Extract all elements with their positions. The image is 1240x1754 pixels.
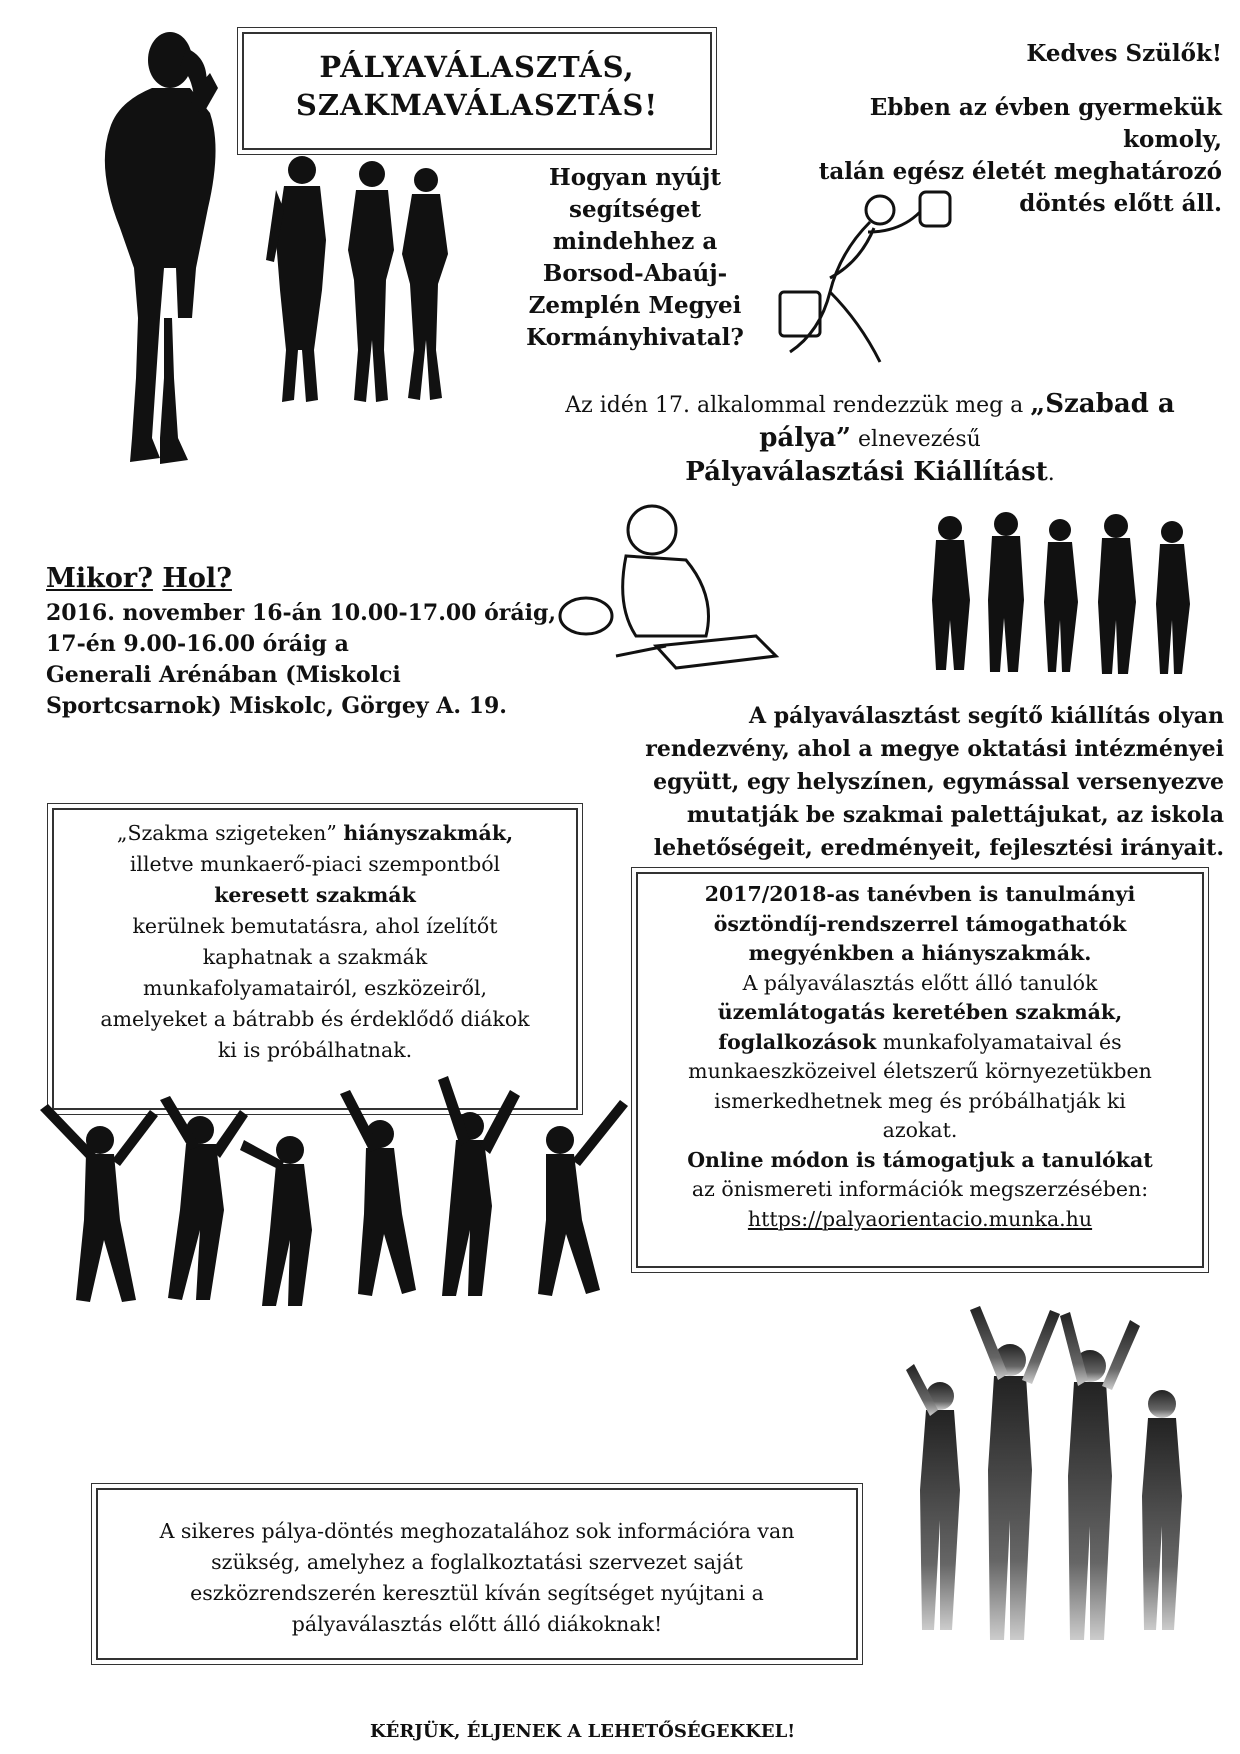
- scholarship-line-11: az önismereti információk megszerzésében:: [691, 1177, 1149, 1201]
- islands-line-7: amelyeket a bátrabb és érdeklődő diákok: [100, 1007, 530, 1031]
- question-line-6: Kormányhivatal?: [526, 324, 744, 351]
- description-line-4: mutatják be szakmai palettájukat, az iskola: [686, 802, 1224, 828]
- scholarship-line-10: Online módon is támogatjuk a tanulókat: [687, 1147, 1153, 1172]
- scholarship-line-7: munkaeszközeivel életszerű környezetükben: [688, 1059, 1152, 1083]
- scholarship-line-2: ösztöndíj-rendszerrel támogathatók: [713, 911, 1127, 936]
- event-period: .: [1047, 461, 1055, 486]
- info-box: [96, 1488, 858, 1660]
- scholarship-line-4: A pályaválasztás előtt álló tanulók: [742, 970, 1098, 995]
- heading-when: Mikor?: [46, 563, 153, 594]
- islands-line-2: illetve munkaerő-piaci szempontból: [129, 852, 501, 876]
- craftsman-illustration-image: [556, 496, 786, 676]
- when-where-block: [46, 560, 586, 722]
- greeting-salutation: Kedves Szülők!: [1026, 40, 1222, 67]
- title-line-2: SZAKMAVÁLASZTÁS!: [295, 88, 659, 122]
- scholarship-line-1: 2017/2018-as tanévben is tanulmányi: [704, 882, 1136, 906]
- islands-line-3: keresett szakmák: [214, 883, 416, 907]
- closing-line: KÉRJÜK, ÉLJENEK A LEHETŐSÉGEKKEL!: [370, 1721, 796, 1742]
- event-intro: Az idén 17. alkalommal rendezzük meg a: [565, 393, 1024, 418]
- scholarship-line-3: megyénkben a hiányszakmák.: [748, 941, 1092, 965]
- description-line-1: A pályaválasztást segítő kiállítás olyan: [749, 703, 1224, 729]
- youth-group-silhouette-image: [920, 510, 1210, 680]
- scholarship-link[interactable]: https://palyaorientacio.munka.hu: [747, 1206, 1093, 1231]
- event-exhibition: Pályaválasztási Kiállítást: [685, 457, 1048, 487]
- islands-line-8: ki is próbálhatnak.: [217, 1038, 413, 1062]
- scholarship-line-6a: foglalkozások: [718, 1029, 877, 1054]
- greeting-line-3: talán egész életét meghatározó: [818, 158, 1222, 185]
- scholarship-line-5: üzemlátogatás keretében szakmák,: [717, 1000, 1123, 1024]
- islands-line-6: munkafolyamatairól, eszközeiről,: [142, 976, 488, 1000]
- islands-line-1a: „Szakma szigeteken”: [116, 821, 337, 845]
- question-line-1: Hogyan nyújt: [549, 164, 721, 191]
- event-named: elnevezésű: [858, 427, 981, 452]
- when-line-2: 17-én 9.00-16.00 óráig a: [46, 631, 349, 657]
- question-line-2: segítséget: [569, 196, 701, 223]
- greeting-line-2: komoly,: [1123, 126, 1222, 153]
- question-line-5: Zemplén Megyei: [528, 292, 742, 319]
- event-name-part-2: pálya”: [759, 423, 852, 453]
- islands-box: [52, 808, 578, 1110]
- description-line-2: rendezvény, ahol a megye oktatási intézményei: [645, 736, 1224, 762]
- when-line-1: 2016. november 16-án 10.00-17.00 óráig,: [46, 600, 557, 626]
- title-line-1: PÁLYAVÁLASZTÁS,: [319, 50, 635, 84]
- event-name-part-1: „Szabad a: [1030, 389, 1175, 419]
- scholarship-line-9: azokat.: [882, 1118, 958, 1142]
- description-line-5: lehetőségeit, eredményeit, fejlesztési irányait.: [653, 835, 1224, 861]
- exhibition-description: [604, 700, 1224, 865]
- scholarship-line-6b: munkafolyamataival és: [882, 1029, 1122, 1054]
- islands-line-5: kaphatnak a szakmák: [202, 945, 428, 969]
- where-line-1: Generali Arénában (Miskolci: [46, 662, 401, 688]
- event-announcement: [530, 388, 1210, 490]
- heading-where: Hol?: [162, 563, 232, 594]
- scholarship-line-8: ismerkedhetnek meg és próbálhatják ki: [714, 1088, 1126, 1113]
- scholarship-box: [636, 872, 1204, 1268]
- businessman-silhouette-image: [60, 18, 240, 488]
- info-line-2: szükség, amelyhez a foglalkoztatási szervezet saját: [211, 1550, 743, 1574]
- greeting-line-1: Ebben az évben gyermekük: [869, 94, 1222, 121]
- islands-line-4: kerülnek bemutatásra, ahol ízelítőt: [132, 914, 498, 938]
- info-line-3: eszközrendszerén keresztül kíván segítséget nyújtani a: [190, 1581, 764, 1605]
- question-line-4: Borsod-Abaúj-: [542, 260, 728, 287]
- info-line-4: pályaválasztás előtt álló diákoknak!: [291, 1612, 663, 1636]
- cheering-group-silhouette-image: [900, 1300, 1200, 1660]
- title-box: [242, 32, 712, 150]
- question-block: [505, 162, 765, 354]
- islands-line-1b: hiányszakmák,: [343, 821, 514, 845]
- business-people-silhouette-image: [262, 150, 462, 410]
- question-line-3: mindehhez a: [552, 228, 718, 255]
- greeting-line-4: döntés előtt áll.: [1019, 190, 1222, 217]
- info-line-1: A sikeres pálya-döntés meghozatalához sok információra van: [159, 1519, 795, 1543]
- description-line-3: együtt, egy helyszínen, egymással versenyezve: [653, 769, 1224, 795]
- where-line-2: Sportcsarnok) Miskolc, Görgey A. 19.: [46, 693, 507, 719]
- dancing-youth-silhouette-image: [40, 1070, 640, 1320]
- worker-illustration-image: [770, 182, 990, 382]
